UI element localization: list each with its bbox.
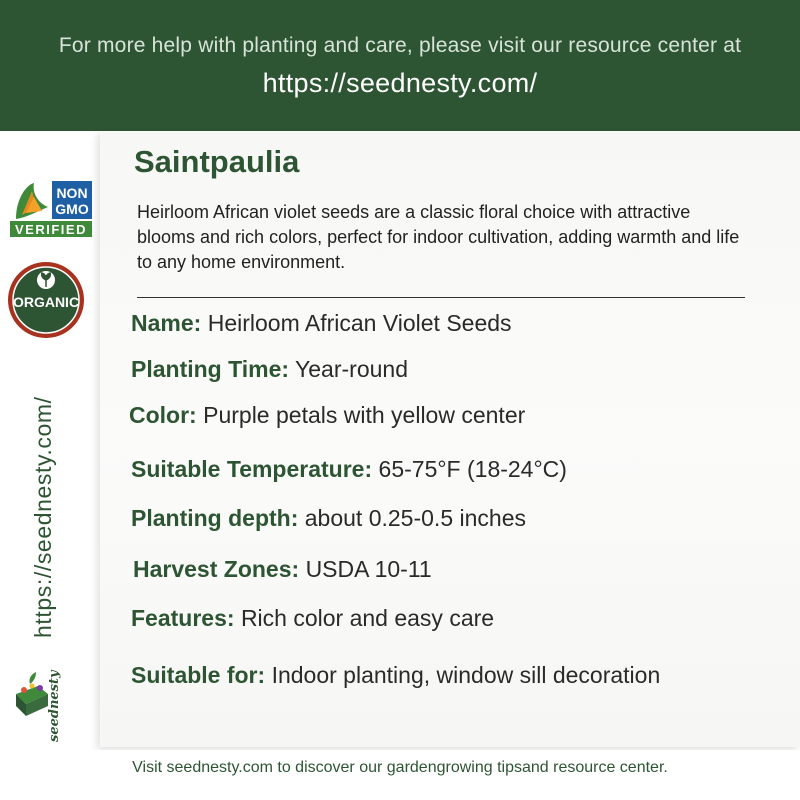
- spec-label: Planting Time:: [131, 356, 290, 382]
- spec-value: USDA 10-11: [305, 556, 432, 582]
- footer-text: Visit seednesty.com to discover our gardengrowing tipsand resource center.: [132, 759, 668, 776]
- spec-value: Indoor planting, window sill decoration: [271, 662, 661, 688]
- spec-label: Features:: [131, 605, 235, 631]
- spec-row-features: [131, 605, 494, 632]
- product-title: Saintpaulia: [134, 144, 300, 179]
- spec-row-suitable-for: [131, 662, 660, 689]
- vertical-url-text: https://seednesty.com/: [30, 396, 56, 638]
- spec-row-temperature: [131, 456, 567, 483]
- spec-value: 65-75°F (18-24°C): [378, 456, 567, 482]
- spec-label: Color:: [129, 402, 197, 428]
- organic-text: ORGANIC: [12, 294, 80, 310]
- top-banner: [0, 0, 800, 131]
- product-description: Heirloom African violet seeds are a classic floral choice with attractive blooms and rich colors, perfect for indoor cultivation, adding warmth and life to any home environment.: [137, 202, 740, 272]
- spec-label: Suitable for:: [131, 662, 266, 688]
- logo-text: seednesty: [47, 670, 62, 742]
- spec-row-planting-depth: [131, 505, 526, 532]
- spec-label: Name:: [131, 310, 202, 336]
- spec-label: Suitable Temperature:: [131, 456, 373, 482]
- seednesty-logo: [8, 664, 68, 744]
- spec-value: about 0.25-0.5 inches: [304, 505, 526, 531]
- spec-value: Heirloom African Violet Seeds: [207, 310, 512, 336]
- spec-row-planting-time: [131, 356, 408, 383]
- organic-badge: [6, 260, 86, 340]
- spec-label: Harvest Zones:: [133, 556, 300, 582]
- banner-help-text: For more help with planting and care, please visit our resource center at: [58, 34, 742, 57]
- divider: [137, 297, 745, 298]
- spec-row-color: [129, 402, 525, 429]
- non-gmo-mid-text: GMO: [55, 201, 89, 217]
- non-gmo-verified-badge: [8, 177, 94, 241]
- sprout-icon: [29, 672, 36, 684]
- spec-row-harvest-zones: [133, 556, 432, 583]
- spec-value: Year-round: [295, 356, 408, 382]
- spec-label: Planting depth:: [131, 505, 299, 531]
- banner-url-link[interactable]: https://seednesty.com/: [262, 68, 538, 98]
- spec-value: Rich color and easy care: [240, 605, 495, 631]
- spec-row-name: [131, 310, 512, 337]
- non-gmo-top-text: NON: [56, 185, 88, 201]
- spec-value: Purple petals with yellow center: [203, 402, 526, 428]
- verified-text: VERIFIED: [15, 222, 87, 237]
